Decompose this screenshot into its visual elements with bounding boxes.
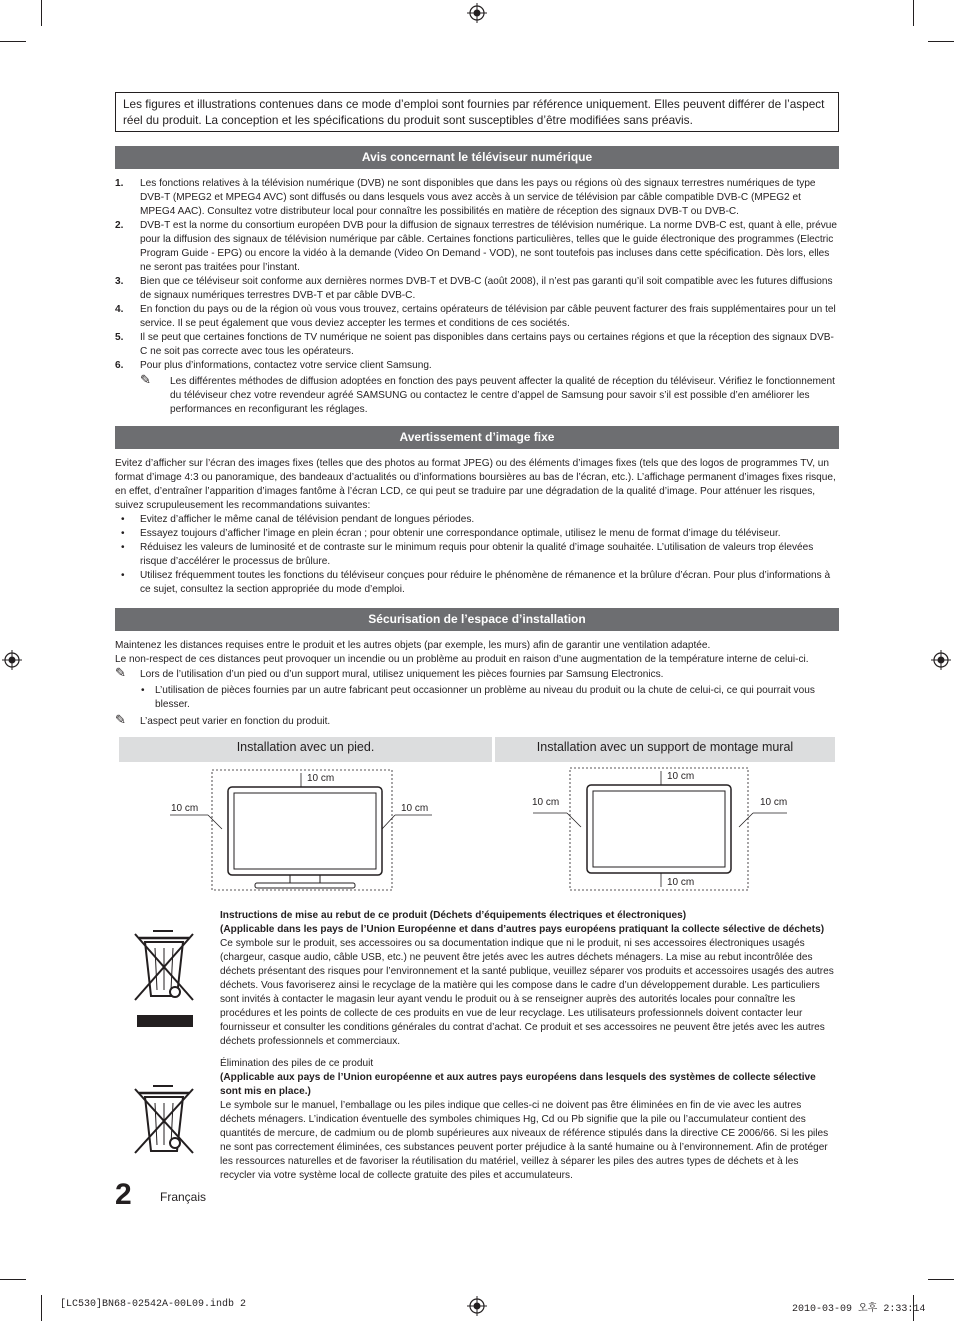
item-text: Bien que ce téléviseur soit conforme aux dernières normes DVB-T et DVB-C (août 2008), il n’est pas garanti qu’il soit compatible avec les futures diffusions de signaux numériques terrestres DVB-T et par câble DVB-C.	[140, 276, 833, 301]
item-text: Pour plus d’informations, contactez votre service client Samsung.	[140, 360, 432, 371]
bullet: •	[121, 514, 125, 525]
clearance-top-label: 10 cm	[667, 771, 695, 782]
weee-body: Ce symbole sur le produit, ses accessoires ou sa documentation indique que ni le produit, ni ses accessoires électroniques usagés (chargeur, casque audio, câble USB, etc.) ne peuvent être jetés avec les autres déchets ménagers. La mise au rebut incontrôlée des déchets présentant des risques pour l’environnement et la santé publique, veuillez séparer vos produits et accessoires usagés des autres déchets. Vous favoriserez ainsi le recyclage de la matière qui les compose dans le cadre d’un développement durable. Les particuliers sont invités à contacter le magasin leur ayant vendu le produit ou à se renseigner auprès des autorités locales pour connaître les procédures et les points de collecte de ces produits en vue de leur recyclage. Les utilisateurs professionnels doivent contacter leur fournisseur et consulter les conditions générales du contrat d’achat. Ce produit et ses accessoires ne peuvent être jetés avec les autres déchets professionnels et commerciaux.	[220, 938, 834, 1047]
crop-mark	[928, 41, 954, 42]
still-image-intro: Evitez d’afficher sur l’écran des images fixes (telles que des photos au format JPEG) ou des éléments d’images fixes (tels que des logos de programmes TV, un format d’image 4:3 ou panoramique, des bandeaux d’actualités ou d’informations boursières au bas de l’écran, etc.). L’affichage permanent d’images fixes risque, en effet, d’entraîner l’apparition d’images fantôme à l’écran LCD, ce qui peut se traduire par une dégradation de la qualité d’image. Pour atténuer les risques, suivez scrupuleusement les recommandations suivantes:	[115, 458, 836, 511]
bullet: •	[121, 528, 125, 539]
section-title-digital-tv: Avis concernant le téléviseur numérique	[115, 146, 839, 169]
bullet-text: Evitez d’afficher le même canal de télévision pendant de longues périodes.	[140, 514, 475, 525]
item-text: Les fonctions relatives à la télévision numérique (DVB) ne sont disponibles que dans les pays ou régions où des signaux terrestres numériques de type DVB-T (MPEG2 et MPEG4 AVC) sont diffusés ou dans lesquels vous avez accès à un service de télévision par câble compatible DVB-C (MPEG2 et MPEG4 AAC). Consultez votre distributeur local pour connaître les possibilités en matière de réception des signaux DVB-T ou DVB-C.	[140, 178, 816, 217]
item-number: 6.	[115, 360, 124, 371]
bullet-text: Réduisez les valeurs de luminosité et de contraste sur le minimum requis pour obtenir la qualité d’image souhaitée. L’utilisation de valeurs trop élevées risque d’accélérer le processus de brûlure.	[140, 542, 814, 567]
installation-line: Maintenez les distances requises entre le produit et les autres objets (par exemple, les murs) afin de garantir une ventilation adaptée.	[115, 640, 711, 651]
registration-mark-icon	[467, 3, 487, 23]
bullet-text: L’utilisation de pièces fournies par un autre fabricant peut occasionner un problème au niveau du produit ou la chute de celui-ci, ce qui pourrait vous blesser.	[155, 685, 815, 710]
list-item	[115, 303, 839, 331]
note	[115, 665, 841, 682]
item-text: Il se peut que certaines fonctions de TV numérique ne soient pas disponibles dans certains pays ou certaines régions et que la réception des signaux DVB-C ne soit pas correcte avec tous les opérateurs.	[140, 332, 834, 357]
installation-section	[115, 639, 841, 729]
bullet-text: Essayez toujours d’afficher l’image en plein écran ; pour obtenir une correspondance optimale, utilisez le menu de format d’image du téléviseur.	[140, 528, 781, 539]
weee-title: Instructions de mise au rebut de ce produit (Déchets d’équipements électriques et électroniques)	[220, 910, 687, 921]
item-number: 1.	[115, 178, 124, 189]
weee-subtitle: (Applicable dans les pays de l’Union Européenne et dans d’autres pays européens pratiquant la collecte sélective de déchets)	[220, 924, 825, 935]
section-title-installation-space: Sécurisation de l’espace d’installation	[115, 608, 839, 631]
bullet-text: Utilisez fréquemment toutes les fonctions du téléviseur conçues pour réduire le phénomène de rémanence et la brûlure d’écran. Pour plus d’informations à ce sujet, consultez la section appropriée du mode d’emploi.	[140, 570, 831, 595]
list-item	[115, 541, 841, 569]
list-item	[115, 527, 841, 541]
item-text: En fonction du pays ou de la région où vous vous trouvez, certains opérateurs de télévision par câble peuvent facturer des frais supplémentaires pour un tel service. Il se peut également que vous deviez accepter les termes et conditions de ces sociétés.	[140, 304, 836, 329]
crossed-bin-icon	[133, 928, 195, 1028]
list-item	[115, 177, 839, 219]
list-item	[115, 331, 839, 359]
crossed-bin-battery-icon	[133, 1083, 195, 1155]
stand-install-title: Installation avec un pied.	[119, 737, 492, 762]
note-text: Les différentes méthodes de diffusion adoptées en fonction des pays peuvent affecter la qualité de réception du téléviseur. Vérifiez le fonctionnement du téléviseur chez votre revendeur agréé SAMSUNG ou contactez le centre d’appel de Samsung pour savoir s’il est possible d’en améliorer les performances en reconfigurant les réglages.	[170, 376, 835, 415]
registration-mark-icon	[467, 1296, 487, 1316]
sub-bullet	[115, 684, 841, 712]
bullet: •	[121, 542, 125, 553]
item-number: 4.	[115, 304, 124, 315]
clearance-left-label: 10 cm	[532, 797, 560, 808]
battery-section	[220, 1057, 835, 1183]
wall-install-title: Installation avec un support de montage mural	[495, 737, 835, 762]
clearance-right-label: 10 cm	[401, 803, 429, 814]
item-number: 3.	[115, 276, 124, 287]
item-number: 5.	[115, 332, 124, 343]
crop-mark	[913, 0, 914, 26]
still-image-bullets	[115, 513, 841, 597]
crop-mark	[0, 41, 26, 42]
registration-mark-icon	[931, 650, 951, 670]
note-text: L’aspect peut varier en fonction du produit.	[140, 716, 331, 727]
clearance-left-label: 10 cm	[171, 803, 199, 814]
list-item	[115, 219, 839, 275]
battery-title: Élimination des piles de ce produit	[220, 1058, 374, 1069]
pencil-note-icon: ✎	[115, 665, 126, 680]
item-text: DVB-T est la norme du consortium européen DVB pour la diffusion de signaux terrestres de télévision numérique. La norme DVB-C est, quant à elle, prévue pour la diffusion des signaux de télévision numérique par câble. Certaines fonctions particulières, telles que le guide électronique des programmes (Electric Program Guide - EPG) ou encore la vidéo à la demande (Video On Demand - VOD), ne sont toutefois pas incluses dans cette spécification. Dès lors, elles ne seront pas traitées pour l’instant.	[140, 220, 838, 273]
list-item	[115, 359, 839, 417]
installation-line: Le non-respect de ces distances peut provoquer un incendie ou un problème au produit en raison d’une augmentation de la température interne de celui-ci.	[115, 654, 809, 665]
footer-timestamp: 2010-03-09 오후 2:33:14	[792, 1304, 926, 1315]
clearance-top-label: 10 cm	[307, 773, 335, 784]
page-number: 2	[115, 1178, 132, 1211]
bullet: •	[141, 685, 145, 696]
crop-mark	[41, 1295, 42, 1321]
clearance-right-label: 10 cm	[760, 797, 788, 808]
list-item	[115, 569, 841, 597]
list-item	[115, 513, 841, 527]
crop-mark	[41, 0, 42, 26]
weee-section	[220, 909, 835, 1049]
crop-mark	[0, 1279, 26, 1280]
note-text: Lors de l’utilisation d’un pied ou d’un support mural, utilisez uniquement les pièces fournies par Samsung Electronics.	[140, 669, 664, 680]
list-item	[115, 275, 839, 303]
footer-file-info: [LC530]BN68-02542A-00L09.indb 2	[60, 1299, 247, 1310]
clearance-bottom-label: 10 cm	[667, 877, 695, 888]
registration-mark-icon	[2, 650, 22, 670]
section-title-still-image: Avertissement d’image fixe	[115, 426, 839, 449]
battery-body: Le symbole sur le manuel, l’emballage ou les piles indique que celles-ci ne doivent pas être éliminées en fin de vie avec les autres déchets ménagers. L’indication éventuelle des symboles chimiques Hg, Cd ou Pb signifie que la pile ou l’accumulateur contient des quantités de mercure, de cadmium ou de plomb supérieures aux niveaux de référence stipulés dans la directive CE 2006/66. Si les piles ne sont pas correctement éliminées, ces substances peuvent porter préjudice à la santé humaine ou à l’environnement. Afin de protéger les ressources naturelles et de favoriser la réutilisation du matériel, veillez à séparer les piles des autres types de déchets et à les recycler via votre système local de collecte gratuite des piles et accumulateurs.	[220, 1100, 829, 1181]
note	[140, 372, 839, 417]
item-number: 2.	[115, 220, 124, 231]
language-label: Français	[160, 1190, 207, 1204]
digital-tv-list	[115, 177, 839, 417]
note	[115, 712, 841, 729]
disclaimer-box: Les figures et illustrations contenues dans ce mode d’emploi sont fournies par référence uniquement. Elles peuvent différer de l’aspect réel du produit. La conception et les spécifications du produit sont susceptibles d’être modifiées sans préavis.	[115, 92, 839, 132]
bullet: •	[121, 570, 125, 581]
pencil-note-icon: ✎	[115, 712, 126, 727]
pencil-note-icon: ✎	[140, 372, 151, 387]
still-image-section	[115, 457, 841, 597]
wall-installation-diagram	[525, 765, 805, 895]
stand-installation-diagram	[160, 765, 450, 895]
crop-mark	[928, 1279, 954, 1280]
battery-subtitle: (Applicable aux pays de l’Union européenne et aux autres pays européens dans lesquels des systèmes de collecte sélective sont mis en place.)	[220, 1072, 816, 1097]
